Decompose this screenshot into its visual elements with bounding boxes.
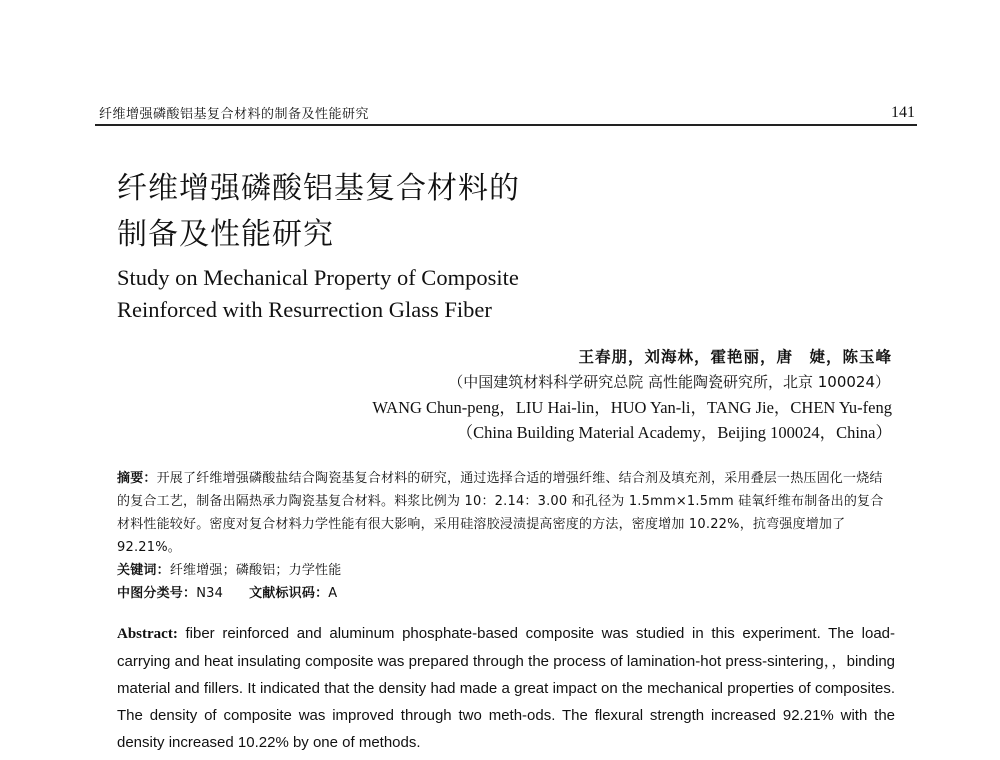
english-title-line-1: Study on Mechanical Property of Composite <box>117 265 519 290</box>
doc-code-value: A <box>328 586 338 601</box>
authors-english: WANG Chun-peng，LIU Hai-lin，HUO Yan-li，TANG Jie，CHEN Yu-feng <box>372 398 892 417</box>
affiliation-chinese: （中国建筑材料科学研究总院 高性能陶瓷研究所，北京 100024） <box>448 373 890 391</box>
clc-value: N34 <box>196 586 224 601</box>
classification-line <box>117 582 895 605</box>
english-abstract <box>117 620 895 756</box>
abstract-text-en: fiber reinforced and aluminum phosphate-based composite was studied in this experiment. The load-carrying and heat insulating composite was prepared through the process of lamination-hot press-sintering，，binding material and fillers. It indicated that the density had made a great impact on the mechanical properties of composites. The density of composite was improved through two meth-ods. The flexural strength increased 92.21% with the density increased 10.22% by one of methods. <box>117 625 895 751</box>
english-title <box>117 262 817 326</box>
abstract-text-zh: 开展了纤维增强磷酸盐结合陶瓷基复合材料的研究，通过选择合适的增强纤维、结合剂及填充剂，采用叠层一热压固化一烧结的复合工艺，制备出隔热承力陶瓷基复合材料。料浆比例为 10：2.14：3.00 和孔径为 1.5mm×1.5mm 硅氧纤维布制备出的复合材料性能较好。密度对复合材料力学性能有很大影响，采用硅溶胶浸渍提高密度的方法，密度增加 10.22%，抗弯强度增加了 92.21%。 <box>117 471 884 555</box>
chinese-abstract-block <box>117 467 895 605</box>
chinese-abstract <box>117 467 895 559</box>
page-number: 141 <box>891 104 915 121</box>
running-header <box>95 100 917 126</box>
chinese-title <box>117 166 817 258</box>
keywords-text: 纤维增强；磷酸铝；力学性能 <box>169 563 342 578</box>
keywords-line <box>117 559 895 582</box>
doc-code-label: 文献标识码： <box>249 586 329 601</box>
authors-chinese: 王春朋，刘海林，霍艳丽，唐 婕，陈玉峰 <box>578 348 892 366</box>
running-title: 纤维增强磷酸铝基复合材料的制备及性能研究 <box>99 107 370 122</box>
chinese-title-line-1: 纤维增强磷酸铝基复合材料的 <box>117 171 520 206</box>
abstract-label-zh: 摘要： <box>117 471 157 486</box>
clc-label: 中图分类号： <box>117 586 197 601</box>
byline <box>300 345 892 445</box>
chinese-title-line-2: 制备及性能研究 <box>117 217 334 252</box>
english-title-line-2: Reinforced with Resurrection Glass Fiber <box>117 297 492 322</box>
keywords-label: 关键词： <box>117 563 170 578</box>
affiliation-english: （China Building Material Academy，Beijing 100024，China） <box>456 423 892 442</box>
abstract-label-en: Abstract: <box>117 626 178 642</box>
